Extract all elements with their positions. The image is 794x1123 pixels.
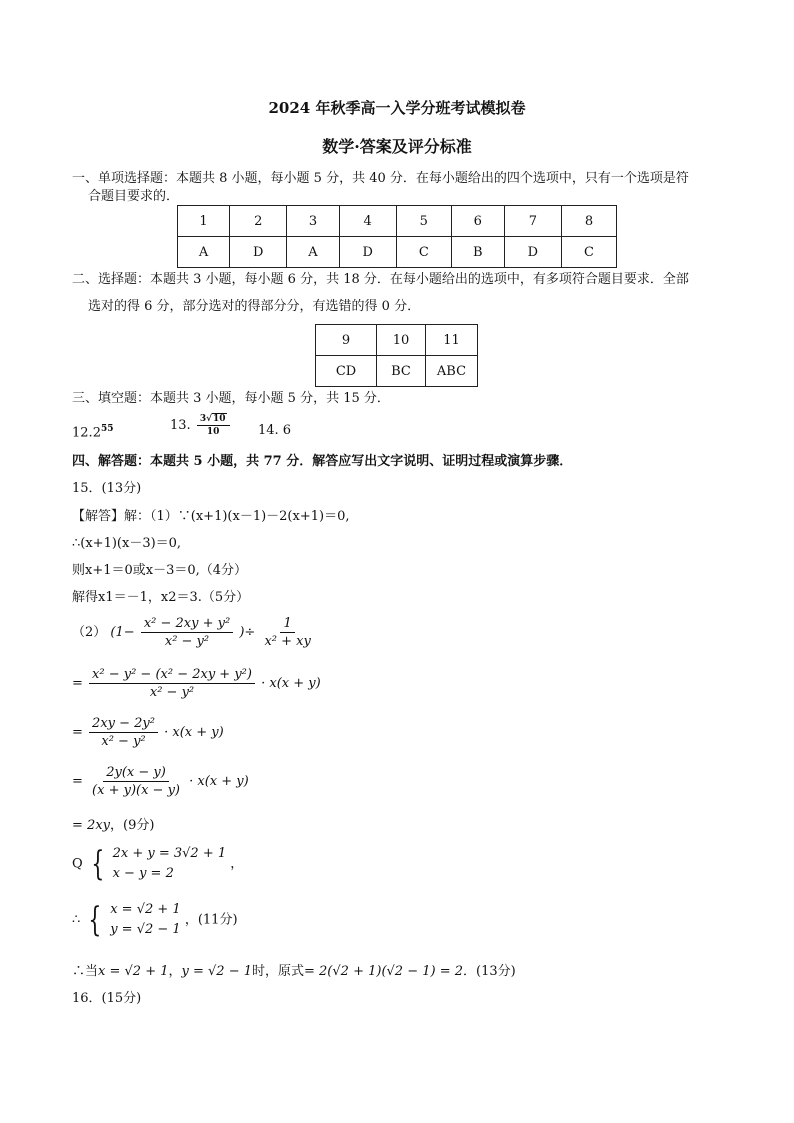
question-number: 8 — [562, 206, 617, 237]
final-result: ∴当x = √2 + 1，y = √2 − 1时，原式= 2(√2 + 1)(√2 − 1) = 2．(13分) — [72, 964, 516, 979]
section1-heading: 一、单项选择题：本题共 8 小题，每小题 5 分，共 40 分．在每小题给出的四个选项中，只有一个选项是符 — [72, 171, 689, 186]
equation-system-solution: ∴ { x = √2 + 1 y = √2 − 1 ，(11分) — [72, 900, 238, 940]
simplify-step: = $\frac{\text{2xy − 2y²}}{\text{x² − y²}}$ · x(x + y) — [72, 716, 224, 749]
table-row — [178, 237, 617, 268]
question-number: 7 — [504, 206, 561, 237]
question-number: 10 — [377, 325, 426, 356]
question-number: 1 — [178, 206, 230, 237]
answer-cell: B — [451, 237, 504, 268]
question-number: 2 — [230, 206, 287, 237]
answer-cell: D — [339, 237, 396, 268]
question-number: 6 — [451, 206, 504, 237]
simplify-step: = $\frac{2y(x - y)}{(x + y)(x - y)}$ · x(x + y) — [72, 765, 249, 798]
equation-system-given: Q { 2x + y = 3√2 + 1 x − y = 2 ， — [72, 844, 244, 884]
fraction: $\frac{3√10}{10}$ — [197, 414, 230, 437]
section1-heading-cont: 合题目要求的． — [88, 189, 180, 204]
answer-cell: D — [230, 237, 287, 268]
question-number: 9 — [316, 325, 377, 356]
answer-cell: C — [396, 237, 451, 268]
fraction: $\frac{1}{\text{x² + xy}}$ — [264, 616, 311, 649]
part2-expression: （2） (1− $\frac{\text{x² − 2xy + y²}}{\text{x² − y²}}$ )÷ $\frac{1}{\text{x² + xy}}$ — [72, 616, 316, 649]
table-row — [178, 206, 617, 237]
question-number: 4 — [339, 206, 396, 237]
page-subtitle: 数学·答案及评分标准 — [322, 137, 472, 156]
table-row — [316, 356, 478, 387]
answer-q12: 12.2$^{55}$ — [72, 424, 114, 441]
section3-heading: 三、填空题：本题共 3 小题，每小题 5 分，共 15 分． — [72, 391, 390, 406]
section1-answer-table — [177, 205, 617, 268]
answer-cell: A — [178, 237, 230, 268]
fraction: $\frac{\text{x² − y² − (x² − 2xy + y²)}}{\text{x² − y²}}$ — [89, 667, 255, 700]
answer-cell: C — [562, 237, 617, 268]
section2-heading: 二、选择题：本题共 3 小题，每小题 6 分，共 18 分．在每小题给出的选项中，有多项符合题目要求．全部 — [72, 272, 689, 287]
answer-cell: A — [287, 237, 339, 268]
q15-heading: 15．(13分) — [72, 481, 142, 496]
solution-line: 解得x1＝－1，x2＝3.（5分） — [72, 590, 250, 605]
answer-cell: D — [504, 237, 561, 268]
question-number: 5 — [396, 206, 451, 237]
answer-cell: BC — [377, 356, 426, 387]
fraction: $\frac{\text{2xy − 2y²}}{\text{x² − y²}}$ — [89, 716, 158, 749]
solution-line: ∴(x+1)(x－3)＝0, — [72, 536, 182, 551]
question-number: 3 — [287, 206, 339, 237]
question-number: 11 — [426, 325, 478, 356]
fraction: $\frac{\text{x² − 2xy + y²}}{\text{x² − y²}}$ — [141, 616, 233, 649]
simplify-result: = 2xy，(9分) — [72, 818, 155, 833]
simplify-step: = $\frac{\text{x² − y² − (x² − 2xy + y²)}}{\text{x² − y²}}$ · x(x + y) — [72, 667, 321, 700]
answer-cell: ABC — [426, 356, 478, 387]
answer-q14: 14. 6 — [258, 423, 292, 438]
page-title: 2024 年秋季高一入学分班考试模拟卷 — [268, 99, 526, 117]
fraction: $\frac{2y(x - y)}{(x + y)(x - y)}$ — [92, 765, 180, 798]
solution-line: 则x+1＝0或x－3＝0,（4分） — [72, 563, 248, 578]
section2-heading-cont: 选对的得 6 分，部分选对的得部分分，有选错的得 0 分． — [88, 299, 421, 314]
answer-cell: CD — [316, 356, 377, 387]
answer-q13: 13. $\frac{3√10}{10}$ — [170, 414, 232, 437]
solution-line: 【解答】解：（1）∵(x+1)(x－1)－2(x+1)＝0, — [72, 509, 350, 524]
q16-heading: 16．(15分) — [72, 991, 142, 1006]
section4-heading: 四、解答题：本题共 5 小题，共 77 分．解答应写出文字说明、证明过程或演算步骤． — [72, 454, 573, 469]
table-row — [316, 325, 478, 356]
section2-answer-table — [315, 324, 478, 387]
